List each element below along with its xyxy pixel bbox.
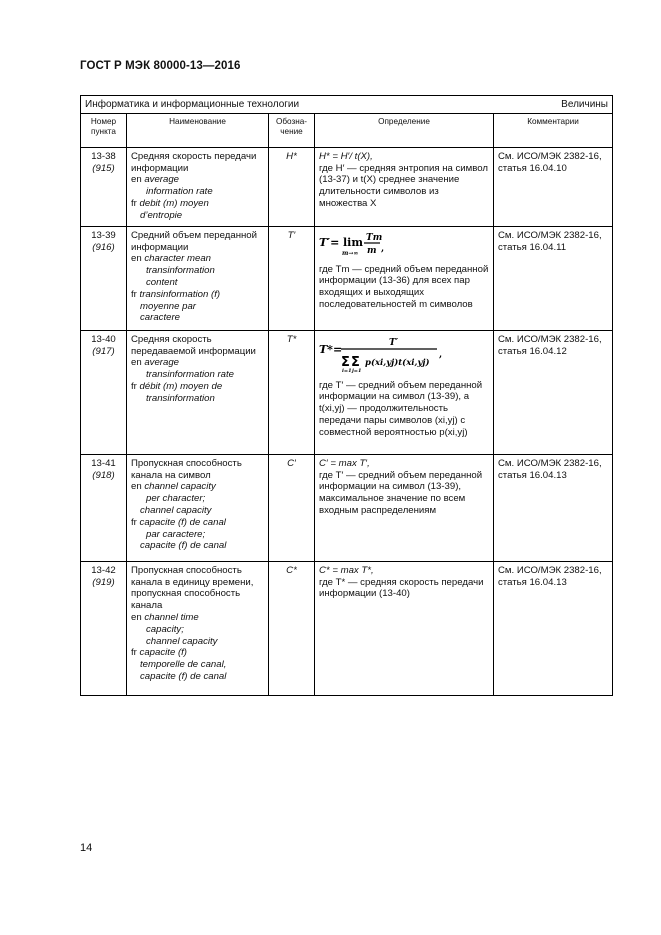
definition-formula: C* = max T*, [319,564,374,576]
item-symbol: H* [269,147,315,226]
quantities-table [80,95,613,696]
item-name-ru: Средняя скорость передачи информации [131,150,257,174]
item-name-fr-cont: temporelle de canal, [140,659,227,671]
svg-text:m→∞: m→∞ [342,249,359,257]
item-reference: (916) [92,241,115,253]
svg-text:m: m [367,245,377,256]
item-name-en: channel capacity [144,481,216,493]
definition-text: где H′ — средняя энтропия на символ (13-37) и t(X) среднее значение длительности символов из множества X [319,162,488,209]
item-reference: (917) [92,345,115,357]
item-name-en-cont: capacity; [146,623,184,635]
item-number-cell [81,561,127,695]
item-symbol: C* [269,561,315,695]
item-name-cell [127,454,269,561]
item-comment: См. ИСО/МЭК 2382-16, статья 16.04.13 [494,454,613,561]
item-name-fr: transinformation (f) [139,288,221,300]
item-name-cell [127,330,269,454]
item-name-fr: capacite (f) de canal [139,516,226,528]
svg-text:,: , [381,243,385,254]
item-reference: (915) [92,162,115,174]
item-comment: См. ИСО/МЭК 2382-16, статья 16.04.11 [494,226,613,330]
rate-formula-image [319,335,444,373]
item-name-fr-cont: moyenne par [140,300,196,312]
item-comment: См. ИСО/МЭК 2382-16, статья 16.04.12 [494,330,613,454]
item-name-fr: debit (m) moyen [139,197,209,209]
table-title-row [81,96,613,114]
lang-en: en [131,253,142,265]
item-comment: См. ИСО/МЭК 2382-16, статья 16.04.13 [494,561,613,695]
item-name-fr-cont: capacite (f) de canal [140,670,227,682]
document-header: ГОСТ Р МЭК 80000-13—2016 [80,60,241,72]
column-header-number: Номер пункта [81,113,127,147]
item-name-ru: Средний объем переданной информации [131,229,257,253]
table-row [81,561,613,695]
definition-text: где T′ — средний объем переданной информации на символ (13-39), максимальное значение по всем входным распределениям [319,469,483,516]
lang-fr: fr [131,647,137,659]
item-name-cell [127,561,269,695]
item-number: 13-38 [91,150,116,162]
item-definition-cell [315,226,494,330]
table-row [81,147,613,226]
item-name-fr-cont: par caractere; [146,528,206,540]
lang-fr: fr [131,380,137,392]
item-symbol: C′ [269,454,315,561]
item-name-cell [127,226,269,330]
item-definition-cell [315,330,494,454]
item-name-en-cont: transinformation rate [146,369,234,381]
lang-en: en [131,611,142,623]
item-name-fr-cont: capacite (f) de canal [140,540,227,552]
svg-text:j=1: j=1 [352,367,362,373]
table-row [81,330,613,454]
lang-en: en [131,481,142,493]
item-name-en: average [144,174,180,186]
lang-fr: fr [131,288,137,300]
definition-formula-graphic [319,335,489,377]
definition-formula: C′ = max T′, [319,457,370,469]
item-name-fr: capacite (f) [139,647,188,659]
lang-fr: fr [131,197,137,209]
item-comment: См. ИСО/МЭК 2382-16, статья 16.04.10 [494,147,613,226]
table-row [81,454,613,561]
item-number-cell [81,330,127,454]
item-name-en: channel time [144,611,199,623]
column-header-name: Наименование [127,113,269,147]
item-number-cell [81,147,127,226]
item-definition-cell [315,147,494,226]
svg-text:Σ: Σ [341,354,350,370]
item-number: 13-42 [91,564,116,576]
item-name-fr-cont: caractere [140,312,180,324]
item-name-en-cont: content [146,276,178,288]
column-header-row [81,113,613,147]
item-reference: (918) [92,469,115,481]
lang-en: en [131,357,142,369]
item-name-fr-cont: transinformation [146,392,215,404]
item-name-en-cont: information rate [146,186,213,198]
lang-en: en [131,174,142,186]
definition-formula-graphic [319,231,489,261]
svg-text:lim: lim [343,235,363,249]
definition-text: где Tm — средний объем переданной информации (13-36) для всех пар входящих и выходящих последовательностей m символов [319,263,489,310]
item-definition-cell [315,454,494,561]
column-header-symbol: Обозна-чение [269,113,315,147]
svg-text:Tm: Tm [366,232,383,243]
item-reference: (919) [92,576,115,588]
svg-text:T*=: T*= [319,342,343,356]
item-name-fr-cont: d’entropie [140,209,183,221]
item-name-en-cont: per character; [146,493,206,505]
item-name-ru: Пропускная способность канала в единицу времени, пропускная способность канала [131,564,254,612]
definition-text: где T* — средняя скорость передачи информации (13-40) [319,576,484,600]
item-name-ru: Средняя скорость передаваемой информации [131,333,256,357]
limit-formula-image [319,231,389,257]
item-name-ru: Пропускная способность канала на символ [131,457,242,481]
item-name-cell [127,147,269,226]
item-name-en-cont: transinformation [146,265,215,277]
item-symbol: T* [269,330,315,454]
table-section-label: Величины [561,99,608,110]
item-definition-cell [315,561,494,695]
item-name-fr: débit (m) moyen de [139,380,223,392]
item-number-cell [81,454,127,561]
svg-text:,: , [439,349,443,360]
svg-text:p(xi,yj)t(xi,yj): p(xi,yj)t(xi,yj) [365,357,430,368]
item-name-en: character mean [144,253,211,265]
column-header-comments: Комментарии [494,113,613,147]
svg-text:Σ: Σ [351,354,360,370]
svg-text:T′: T′ [389,337,399,348]
table-title: Информатика и информационные технологии [85,99,300,110]
definition-formula: H* = H′/ t(X), [319,150,373,162]
lang-fr: fr [131,516,137,528]
item-name-en-cont: channel capacity [140,504,212,516]
page-number: 14 [80,842,93,854]
item-symbol: T′ [269,226,315,330]
table-row [81,226,613,330]
item-number: 13-41 [91,457,116,469]
item-number-cell [81,226,127,330]
column-header-definition: Определение [315,113,494,147]
definition-text: где T′ — средний объем переданной информации на символ (13-39), а t(xi,yj) — продолжительность передачи пары символов (xi,yj) с совместной вероятностью p(xi,yj) [319,379,483,438]
svg-text:T′=: T′= [319,235,340,249]
svg-text:i=1: i=1 [342,367,352,373]
item-number: 13-39 [91,229,116,241]
item-name-en-cont: channel capacity [146,635,218,647]
item-number: 13-40 [91,333,116,345]
item-name-en: average [144,357,180,369]
